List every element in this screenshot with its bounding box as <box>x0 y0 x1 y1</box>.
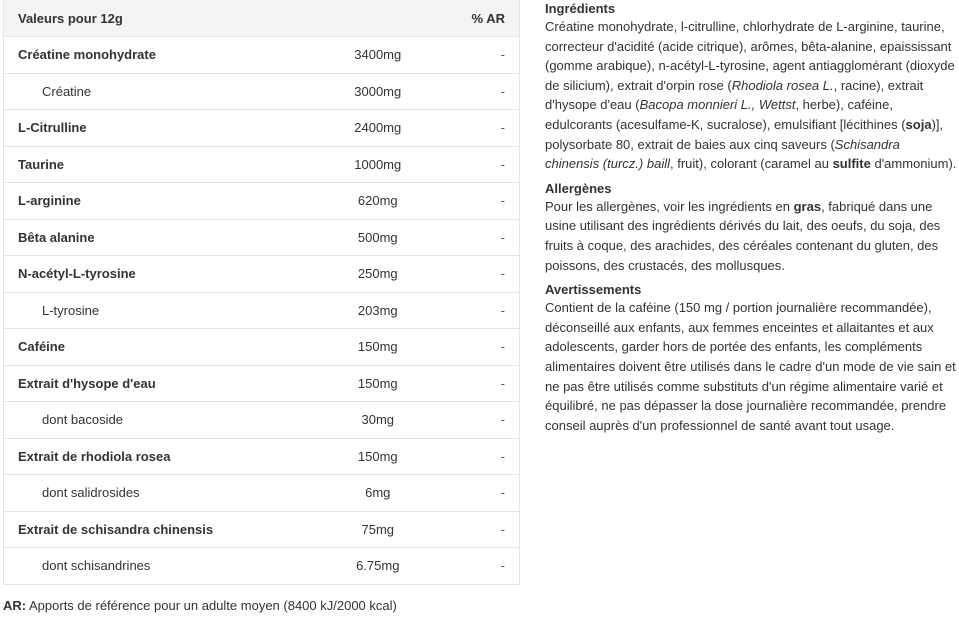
row-amount: 150mg <box>303 438 453 475</box>
table-row <box>4 73 520 110</box>
allergens-text <box>545 197 957 275</box>
table-row <box>4 365 520 402</box>
row-name: Créatine monohydrate <box>4 37 303 74</box>
nutrition-table-container <box>3 0 520 585</box>
table-row <box>4 219 520 256</box>
footnote-text: Apports de référence pour un adulte moyen (8400 kJ/2000 kcal) <box>26 598 397 613</box>
row-amount: 6mg <box>303 475 453 512</box>
text-segment: Pour les allergènes, voir les ingrédients en <box>545 198 794 214</box>
header-amount <box>303 0 453 37</box>
table-row <box>4 438 520 475</box>
text-segment: )], polysorbate 80, extrait de baies aux cinq saveurs ( <box>545 116 944 152</box>
row-amount: 150mg <box>303 329 453 366</box>
row-name: Bêta alanine <box>4 219 303 256</box>
row-name: L-Citrulline <box>4 110 303 147</box>
row-name: Taurine <box>4 146 303 183</box>
table-row <box>4 402 520 439</box>
text-segment: , fabriqué dans une usine utilisant des ingrédients dérivés du lait, des oeufs, du soja, des fruits à coque, des arachides, des céréales contenant du gluten, des poissons, des crustacés, des mollusques. <box>545 198 941 273</box>
ingredients-title: Ingrédients <box>545 1 616 16</box>
row-amount: 203mg <box>303 292 453 329</box>
table-row <box>4 292 520 329</box>
table-row <box>4 329 520 366</box>
table-row <box>4 146 520 183</box>
row-ar: - <box>453 365 520 402</box>
text-segment: , herbe), caféine, edulcorants (acesulfame-K, sucralose), emulsifiant [lécithines ( <box>545 97 906 132</box>
table-header-row <box>4 0 520 37</box>
table-row <box>4 37 520 74</box>
allergens-title: Allergènes <box>545 180 612 196</box>
warnings-text <box>545 298 957 435</box>
header-values: Valeurs pour 12g <box>4 0 303 37</box>
row-ar: - <box>453 73 520 110</box>
nutrition-table <box>3 0 520 585</box>
row-ar: - <box>453 110 520 147</box>
allergens-section <box>545 180 957 275</box>
footnote-label: AR: <box>3 598 27 613</box>
row-name: Créatine <box>4 73 303 110</box>
row-name: N-acétyl-L-tyrosine <box>4 256 303 293</box>
warnings-section <box>545 281 957 435</box>
row-ar: - <box>453 438 520 475</box>
row-amount: 3400mg <box>303 37 453 74</box>
row-ar: - <box>453 329 520 366</box>
table-row <box>4 548 520 585</box>
row-ar: - <box>453 256 520 293</box>
warnings-title: Avertissements <box>545 282 642 298</box>
info-panel <box>545 0 957 441</box>
text-segment: Créatine monohydrate, l-citrulline, chlorhydrate de L-arginine, taurine, correcteur d'acidité (acide citrique), arômes, bêta-alanine, epaississant (gomme arabique), n-acétyl-L-tyrosine, agent antiagglomérant (dioxyde de silicium), extrait d'orpin rose ( <box>545 19 955 93</box>
table-row <box>4 475 520 512</box>
row-name: Extrait de schisandra chinensis <box>4 511 303 548</box>
footnote <box>3 598 397 613</box>
row-name: dont salidrosides <box>4 475 303 512</box>
row-ar: - <box>453 183 520 220</box>
row-name: Extrait d'hysope d'eau <box>4 365 303 402</box>
text-segment: Rhodiola rosea L. <box>731 77 834 93</box>
row-amount: 500mg <box>303 219 453 256</box>
row-name: dont schisandrines <box>4 548 303 585</box>
row-amount: 150mg <box>303 365 453 402</box>
row-ar: - <box>453 402 520 439</box>
header-ar: % AR <box>453 0 520 37</box>
row-ar: - <box>453 475 520 512</box>
text-segment: Schisandra chinensis (turcz.) baill <box>545 136 900 172</box>
row-amount: 250mg <box>303 256 453 293</box>
row-name: L-tyrosine <box>4 292 303 329</box>
row-ar: - <box>453 548 520 585</box>
row-name: dont bacoside <box>4 402 303 439</box>
row-amount: 30mg <box>303 402 453 439</box>
row-amount: 6.75mg <box>303 548 453 585</box>
text-segment: Contient de la caféine (150 mg / portion journalière recommandée), déconseillé aux enfants, aux femmes enceintes et allaitantes et aux adolescents, garder hors de portée des enfants, les compléments alimentaires doivent être utilisés dans le cadre d'un mode de vie sain et ne pas être utilisés comme substituts d'un régime alimentaire varié et équilibré, ne pas dépasser la dose journalière recommandée, prendre conseil auprès d'un professionnel de santé avant tout usage. <box>545 300 956 433</box>
ingredients-text <box>545 17 957 174</box>
text-segment: d'ammonium). <box>870 156 957 172</box>
row-name: L-arginine <box>4 183 303 220</box>
table-row <box>4 511 520 548</box>
text-segment: , racine), extrait d'hysope d'eau ( <box>545 77 924 113</box>
row-name: Extrait de rhodiola rosea <box>4 438 303 475</box>
text-segment: gras <box>793 198 822 214</box>
text-segment: Bacopa monnieri L., Wettst <box>639 97 796 113</box>
text-segment: sulfite <box>832 156 871 172</box>
text-segment: soja <box>905 116 932 132</box>
ingredients-section <box>545 0 957 174</box>
row-amount: 1000mg <box>303 146 453 183</box>
row-amount: 3000mg <box>303 73 453 110</box>
table-row <box>4 183 520 220</box>
row-amount: 2400mg <box>303 110 453 147</box>
table-row <box>4 256 520 293</box>
row-ar: - <box>453 37 520 74</box>
row-ar: - <box>453 292 520 329</box>
table-row <box>4 110 520 147</box>
row-amount: 620mg <box>303 183 453 220</box>
table-body <box>4 37 520 585</box>
row-ar: - <box>453 511 520 548</box>
row-ar: - <box>453 219 520 256</box>
text-segment: , fruit), colorant (caramel au <box>670 156 833 172</box>
row-ar: - <box>453 146 520 183</box>
row-amount: 75mg <box>303 511 453 548</box>
row-name: Caféine <box>4 329 303 366</box>
